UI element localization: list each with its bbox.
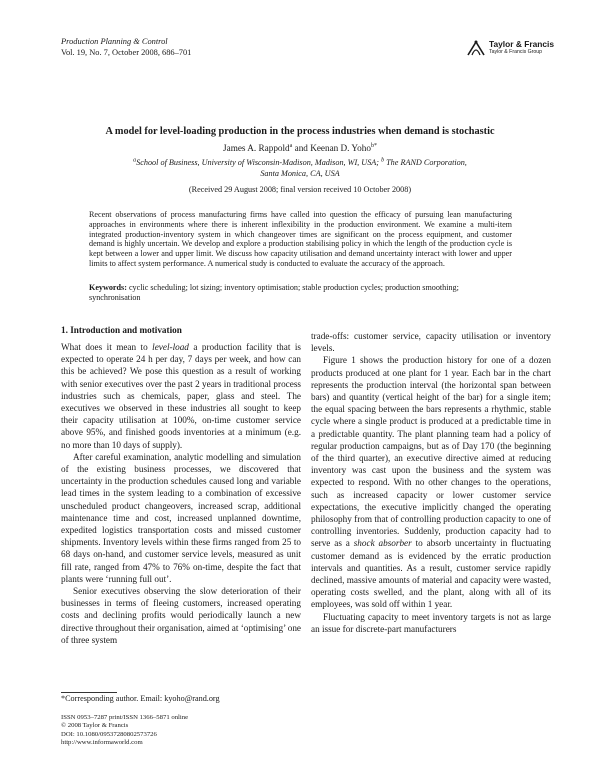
footnote-rule: [61, 692, 117, 693]
paragraph: What does it mean to level-load a production facility that is expected to operate 24 h per day, 7 days per week, and how can this be achieved? We pose this question as a result of working with senior executives over the past 2 years in traditional process industries such as chemicals, paper, glass and steel. The executives we observed in these industries all sought to keep their capacity utilisation at 100%, on-time customer service above 95%, and finished goods inventories at a minimum (e.g. no more than 10 days of supply).: [61, 342, 301, 450]
authors: James A. Rappold$^a$ and Keenan D. Yoho$^{b*}$: [223, 142, 377, 153]
publisher-logo: [466, 38, 566, 58]
paragraph: Fluctuating capacity to meet inventory targets is not as large an issue for discrete-part manufacturers: [311, 611, 551, 634]
paragraph: trade-offs: customer service, capacity utilisation or inventory levels.: [311, 331, 551, 354]
paragraph: Figure 1 shows the production history for one of a dozen products produced at one plant for 1 year. Each bar in the chart represents the production interval (the horizontal span between bars) and quantity (vertical height of the bar) for a single item; the equal spacing between the bars represents a rhythmic, stable cycle where a single product is produced at a predictable time in a predictable quantity. The plant planning team had a policy of regular production campaigns, but as of Day 170 (the beginning of the third quarter), an executive directive aimed at reducing inventory was cast upon the business and the system was expected to respond. With no other changes to the operations, such as increased capacity or lower customer service expectations, the executive implicitly changed the operating philosophy from that of controlling production capacity to one of controlling inventories. Suddenly, production capacity had to serve as a shock absorber to absorb uncertainty in fluctuating customer demand as is evidenced by the erratic production intervals and quantities. As a result, customer service rapidly declined, massive amounts of material and capacity were wasted, operating costs swelled, and the plant, along with all of its employees, was sold off within 1 year.: [311, 355, 551, 610]
abstract: Recent observations of process manufacturing firms have called into question the efficacy of pursuing lean manufacturing approaches in environments where there is inherent inflexibility in the production environment. We examine a multi-item integrated production-inventory system in which changeover times are significant on the process equipment, and customer demand is highly uncertain. We develop and explore a production stabilising policy in which the length of the production cycle is kept between a lower and upper limit. We discuss how capacity utilisation and demand uncertainty interact with lower and upper limits to affect system performance. A numerical study is conducted to evaluate the accuracy of the approach.: [89, 210, 512, 268]
publisher-link[interactable]: http://www.informaworld.com: [61, 738, 143, 746]
paragraph: After careful examination, analytic modelling and simulation of the existing business processes, we discovered that uncertainty in the production schedules caused long and variable lead times in the system leading to a combination of excessive unscheduled product changeovers, increased scrap, additional maintenance time and cost, increased unplanned downtime, expedited logistics transportation costs and missed customer shipments. Inventory levels within these firms ranged from 25 to 68 days on-hand, and customer service levels, measured as unit fill rate, ranged from 47% to 76% on-time, despite the fact that plants were ‘running full out’.: [61, 451, 301, 584]
publisher-logo-icon: [466, 39, 486, 57]
paper-title: A model for level-loading production in the process industries when demand is stochastic: [105, 126, 495, 137]
section-heading: 1. Introduction and motivation: [61, 325, 182, 335]
author-name: Keenan D. Yoho: [310, 143, 371, 153]
journal-name: Production Planning & Control: [61, 37, 168, 46]
publication-info: ISSN 0953–7287 print/ISSN 1366–5871 online © 2008 Taylor & Francis DOI: 10.1080/09537280802573726 http://www.informaworld.com: [61, 714, 189, 746]
keywords: Keywords: cyclic scheduling; lot sizing; inventory optimisation; stable production cycles; production smoothing; synchronisation: [89, 283, 459, 302]
journal-volume: Vol. 19, No. 7, October 2008, 686–701: [61, 47, 192, 57]
paragraph: Senior executives observing the slow deterioration of their businesses in terms of fleeing customers, increased operating costs and declining profits would periodically launch a new directive throughout their organisation, aimed at ‘optimising’ one of three system: [61, 586, 302, 645]
footnote: *Corresponding author. Email: kyoho@rand.org: [61, 694, 220, 703]
author-name: James A. Rappold: [223, 143, 290, 153]
left-column: [61, 341, 301, 646]
journal-header: [61, 37, 191, 58]
right-column: [311, 330, 551, 635]
affiliations: $^a$School of Business, University of Wisconsin-Madison, Madison, WI, USA; $^b$ The RAND Corporation, Santa Monica, CA, USA: [133, 157, 467, 178]
publisher-name: Taylor & Francis: [489, 39, 555, 49]
publisher-group: Taylor & Francis Group: [489, 49, 543, 55]
received-dates: (Received 29 August 2008; final version received 10 October 2008): [188, 185, 412, 194]
